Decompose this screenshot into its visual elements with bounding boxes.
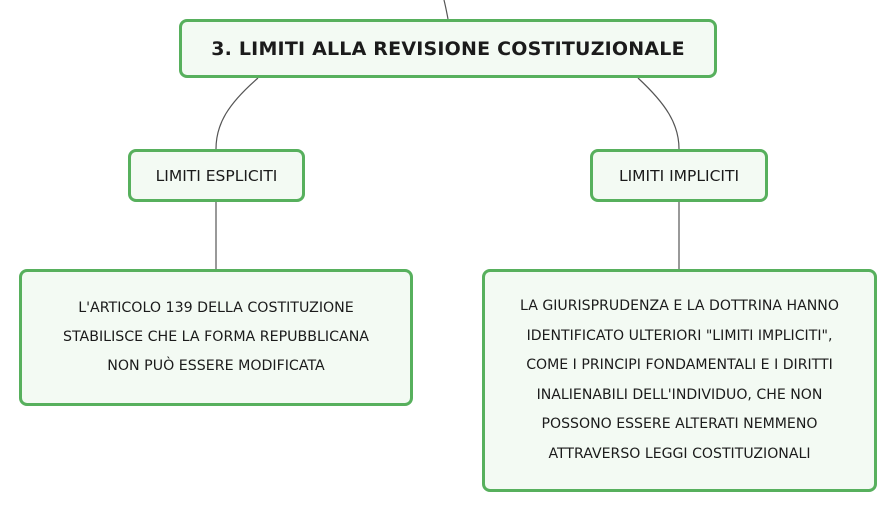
connector-root-to-explicit xyxy=(216,78,258,149)
detail-line: IDENTIFICATO ULTERIORI "LIMITI IMPLICITI", xyxy=(526,327,833,344)
detail-line: COME I PRINCIPI FONDAMENTALI E I DIRITTI xyxy=(526,357,833,373)
detail-line: ATTRAVERSO LEGGI COSTITUZIONALI xyxy=(548,445,811,462)
root-topic-label: 3. LIMITI ALLA REVISIONE COSTITUZIONALE xyxy=(211,37,685,60)
detail-line: NON PUÒ ESSERE MODIFICATA xyxy=(107,358,325,374)
topic-node-explicit-limits[interactable] xyxy=(128,149,305,202)
detail-line: STABILISCE CHE LA FORMA REPUBBLICANA xyxy=(62,329,370,345)
detail-node-implicit-limits[interactable] xyxy=(482,269,877,492)
connector-root-to-implicit xyxy=(638,78,679,149)
connector-incoming-root xyxy=(444,0,448,19)
detail-line: INALIENABILI DELL'INDIVIDUO, CHE NON xyxy=(536,386,823,403)
detail-line: LA GIURISPRUDENZA E LA DOTTRINA HANNO xyxy=(520,298,839,314)
detail-line: POSSONO ESSERE ALTERATI NEMMENO xyxy=(541,416,818,432)
explicit-limits-label: LIMITI ESPLICITI xyxy=(155,166,278,185)
implicit-limits-label: LIMITI IMPLICITI xyxy=(618,166,740,185)
explicit-limits-detail-text xyxy=(63,294,369,381)
detail-node-explicit-limits[interactable] xyxy=(19,269,413,406)
detail-line: L'ARTICOLO 139 DELLA COSTITUZIONE xyxy=(78,300,354,316)
topic-node-implicit-limits[interactable] xyxy=(590,149,768,202)
root-topic-node[interactable] xyxy=(179,19,717,78)
implicit-limits-detail-text xyxy=(520,292,839,469)
